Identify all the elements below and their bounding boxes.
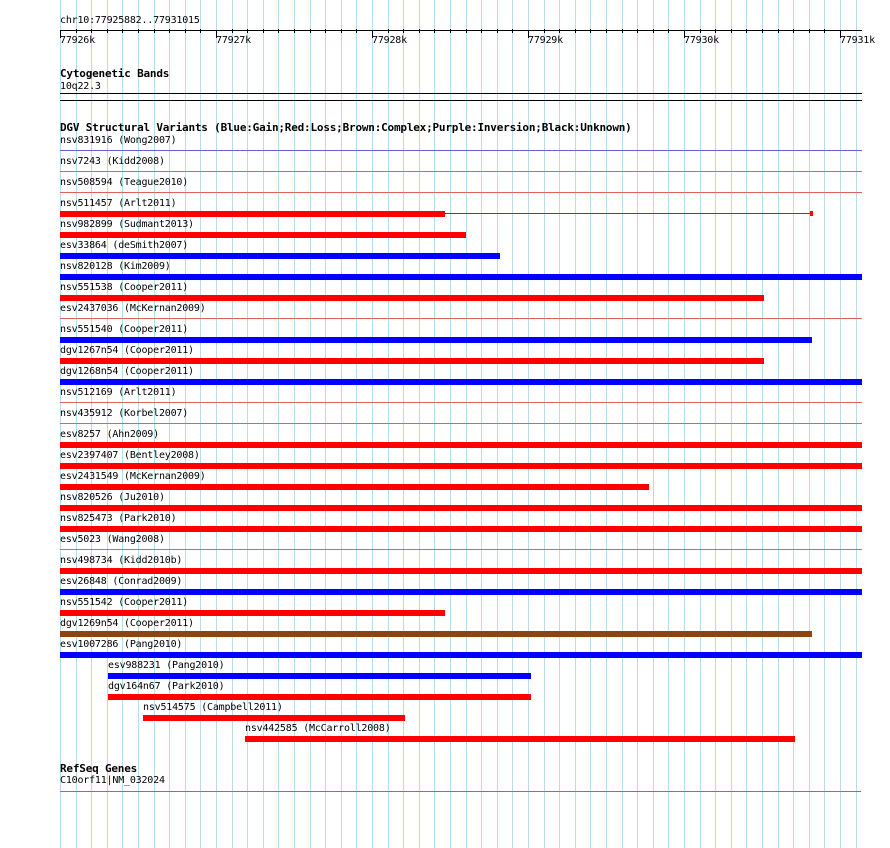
ruler-tick — [263, 29, 264, 33]
variant-bar-loss[interactable] — [60, 526, 862, 532]
ruler-tick — [341, 29, 342, 33]
ruler-tick — [107, 29, 108, 33]
ruler-tick — [403, 29, 404, 33]
variant-label[interactable]: nsv498734 (Kidd2010b) — [60, 555, 183, 566]
ruler-tick — [356, 29, 357, 33]
ruler-location: chr10:77925882..77931015 — [60, 15, 200, 26]
ruler-tick — [232, 29, 233, 33]
cytoband-track-title[interactable]: Cytogenetic Bands — [60, 67, 170, 80]
variant-label[interactable]: esv2431549 (McKernan2009) — [60, 471, 206, 482]
variant-bar-complex[interactable] — [60, 631, 812, 637]
ruler-tick — [481, 29, 482, 33]
ruler-tick — [450, 29, 451, 33]
ruler-tick — [700, 29, 701, 33]
variant-label[interactable]: esv1007286 (Pang2010) — [60, 639, 183, 650]
variant-bar-loss[interactable] — [60, 505, 862, 511]
grid-line — [715, 0, 716, 848]
variant-line-loss[interactable] — [60, 192, 862, 193]
variant-bar-loss[interactable] — [143, 715, 405, 721]
ruler-tick — [715, 29, 716, 33]
variant-bar-gain[interactable] — [60, 253, 500, 259]
ruler-tick-label: 77926k — [60, 35, 95, 46]
ruler-tick — [325, 29, 326, 33]
variant-label[interactable]: nsv820128 (Kim2009) — [60, 261, 171, 272]
variant-bar-loss[interactable] — [60, 232, 466, 238]
grid-line — [824, 0, 825, 848]
variant-label[interactable]: nsv551540 (Cooper2011) — [60, 324, 189, 335]
ruler-tick — [606, 29, 607, 33]
variant-label[interactable]: esv988231 (Pang2010) — [108, 660, 225, 671]
variant-bar-loss[interactable] — [60, 442, 862, 448]
ruler-tick — [122, 29, 123, 33]
variant-line-loss[interactable] — [60, 318, 862, 319]
ruler-tick — [559, 29, 560, 33]
ruler-tick — [793, 29, 794, 33]
grid-line — [793, 0, 794, 848]
variant-label[interactable]: esv8257 (Ahn2009) — [60, 429, 159, 440]
variant-label[interactable]: esv2397407 (Bentley2008) — [60, 450, 200, 461]
variant-label[interactable]: nsv551542 (Cooper2011) — [60, 597, 189, 608]
ruler-tick — [247, 29, 248, 33]
ruler-tick — [824, 29, 825, 33]
variant-label[interactable]: nsv551538 (Cooper2011) — [60, 282, 189, 293]
variant-label[interactable]: dgv1268n54 (Cooper2011) — [60, 366, 194, 377]
ruler-tick-label: 77930k — [684, 35, 719, 46]
ruler-tick — [434, 29, 435, 33]
variant-label[interactable]: dgv164n67 (Park2010) — [108, 681, 225, 692]
ruler-tick — [575, 29, 576, 33]
ruler-tick-label: 77929k — [528, 35, 563, 46]
variant-label[interactable]: nsv7243 (Kidd2008) — [60, 156, 165, 167]
variant-label[interactable]: nsv825473 (Park2010) — [60, 513, 177, 524]
variant-line-loss[interactable] — [60, 171, 862, 172]
variant-label[interactable]: nsv831916 (Wong2007) — [60, 135, 177, 146]
ruler-tick — [154, 29, 155, 33]
variant-bar-loss[interactable] — [60, 211, 445, 217]
variant-line-loss[interactable] — [60, 423, 862, 424]
variant-label[interactable]: nsv514575 (Campbell2011) — [143, 702, 283, 713]
grid-line — [700, 0, 701, 848]
variant-label[interactable]: esv33864 (deSmith2007) — [60, 240, 189, 251]
ruler-tick — [653, 29, 654, 33]
variant-label[interactable]: nsv820526 (Ju2010) — [60, 492, 165, 503]
grid-line — [856, 0, 857, 848]
grid-line — [809, 0, 810, 848]
cytoband-bar-top — [60, 93, 862, 94]
variant-bar-gain[interactable] — [60, 274, 862, 280]
ruler-tick — [512, 29, 513, 33]
ruler-tick — [200, 29, 201, 33]
variant-bar-loss[interactable] — [60, 610, 445, 616]
variant-line-loss[interactable] — [60, 402, 862, 403]
ruler-tick — [809, 29, 810, 33]
variant-bar-loss[interactable] — [60, 358, 764, 364]
variant-label[interactable]: nsv435912 (Korbel2007) — [60, 408, 189, 419]
cytoband-label[interactable]: 10q22.3 — [60, 81, 101, 92]
variant-extension-line[interactable] — [445, 213, 811, 214]
ruler-tick — [762, 29, 763, 33]
variant-line-loss[interactable] — [60, 549, 862, 550]
ruler-tick — [388, 29, 389, 33]
dgv-track-title[interactable]: DGV Structural Variants (Blue:Gain;Red:Loss;Brown:Complex;Purple:Inversion;Black:Unknown) — [60, 121, 632, 134]
variant-bar-loss[interactable] — [60, 463, 862, 469]
variant-bar-loss[interactable] — [60, 295, 764, 301]
ruler-tick-label: 77931k — [840, 35, 875, 46]
ruler-axis — [60, 30, 862, 31]
ruler-tick — [731, 29, 732, 33]
ruler-tick — [497, 29, 498, 33]
ruler-tick — [76, 29, 77, 33]
variant-label[interactable]: esv26848 (Conrad2009) — [60, 576, 183, 587]
ruler-tick — [91, 29, 92, 33]
variant-label[interactable]: nsv982899 (Sudmant2013) — [60, 219, 194, 230]
grid-line — [731, 0, 732, 848]
ruler-tick-label: 77928k — [372, 35, 407, 46]
ruler-tick — [544, 29, 545, 33]
ruler-tick — [637, 29, 638, 33]
ruler-tick — [746, 29, 747, 33]
refseq-gene-line[interactable] — [60, 791, 861, 792]
cytoband-bar-bottom — [60, 100, 862, 101]
ruler-tick — [278, 29, 279, 33]
ruler-tick — [169, 29, 170, 33]
ruler-tick — [419, 29, 420, 33]
variant-label[interactable]: nsv512169 (Arlt2011) — [60, 387, 177, 398]
variant-bar-loss[interactable] — [245, 736, 795, 742]
ruler-tick — [294, 29, 295, 33]
ruler-tick — [310, 29, 311, 33]
variant-bar-gain[interactable] — [108, 673, 531, 679]
ruler-tick — [622, 29, 623, 33]
grid-line — [637, 0, 638, 848]
variant-bar-gain[interactable] — [60, 652, 862, 658]
variant-bar-gain[interactable] — [60, 337, 812, 343]
variant-label[interactable]: dgv1269n54 (Cooper2011) — [60, 618, 194, 629]
variant-label[interactable]: esv2437036 (McKernan2009) — [60, 303, 206, 314]
variant-bar-gain[interactable] — [60, 589, 862, 595]
variant-label[interactable]: nsv511457 (Arlt2011) — [60, 198, 177, 209]
grid-line — [668, 0, 669, 848]
variant-extension-end[interactable] — [810, 211, 813, 216]
variant-bar-loss[interactable] — [60, 484, 649, 490]
refseq-gene-label[interactable]: C10orf11|NM_032024 — [60, 775, 165, 786]
ruler-tick — [590, 29, 591, 33]
grid-line — [762, 0, 763, 848]
variant-line-gain[interactable] — [60, 150, 862, 151]
grid-line — [840, 0, 841, 848]
ruler-tick — [185, 29, 186, 33]
variant-bar-loss[interactable] — [108, 694, 531, 700]
ruler-tick — [466, 29, 467, 33]
ruler-tick-label: 77927k — [216, 35, 251, 46]
grid-line — [746, 0, 747, 848]
grid-line — [778, 0, 779, 848]
variant-bar-loss[interactable] — [60, 568, 862, 574]
grid-line — [684, 0, 685, 848]
variant-bar-gain[interactable] — [60, 379, 862, 385]
refseq-track-title[interactable]: RefSeq Genes — [60, 762, 138, 775]
variant-label[interactable]: dgv1267n54 (Cooper2011) — [60, 345, 194, 356]
ruler-tick — [668, 29, 669, 33]
grid-line — [653, 0, 654, 848]
variant-label[interactable]: esv5023 (Wang2008) — [60, 534, 165, 545]
ruler-tick — [778, 29, 779, 33]
variant-label[interactable]: nsv508594 (Teague2010) — [60, 177, 189, 188]
variant-label[interactable]: nsv442585 (McCarroll2008) — [245, 723, 391, 734]
ruler-tick — [138, 29, 139, 33]
